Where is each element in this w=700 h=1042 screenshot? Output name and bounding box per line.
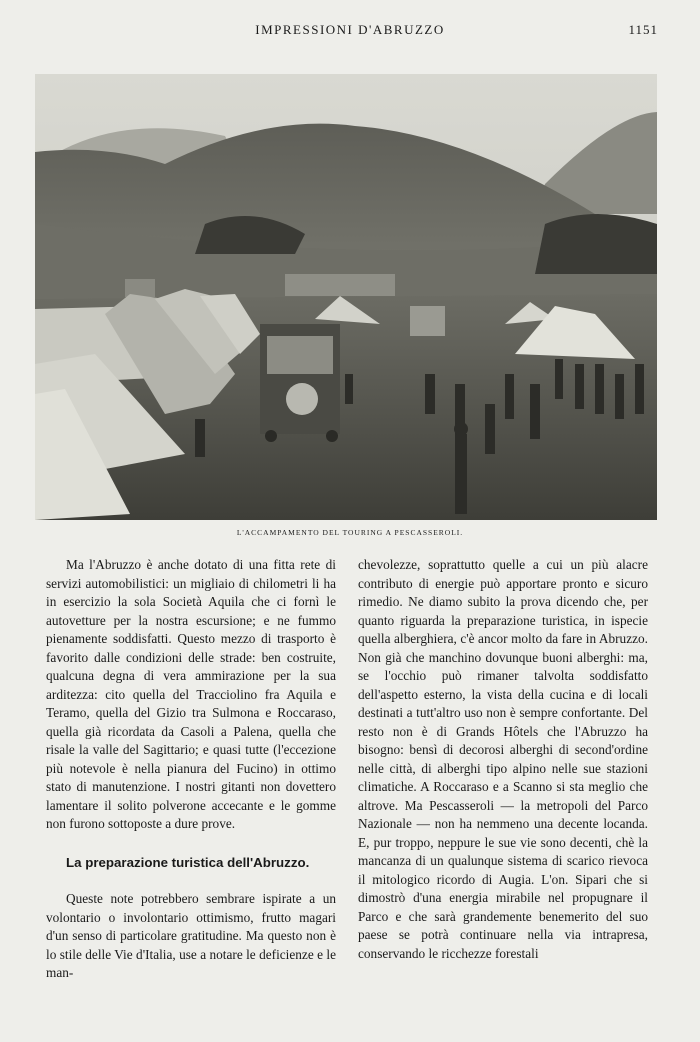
section-heading: La preparazione turistica dell'Abruzzo. [66, 854, 310, 870]
paragraph: chevolezze, soprattutto quelle a cui un più alacre contributo di energie può apportare pronto e sicuro rimedio. Ne diamo subito la prova dicendo che, per quanto riguarda la preparazione turistica, in ispecie quella alberghiera, c'è ancor molto da fare in Abruzzo. Non già che manchino dovunque buoni alberghi: ma, se l'occhio può rimaner talvolta soddisfatto dell'aspetto esterno, la vista della cucina e di locali destinati a tutt'altro uso non è sempre confortante. Del resto non è di Grands Hôtels che l'Abruzzo ha bisogno: bensì di decorosi alberghi di second'ordine nelle città, di alberghi tipo alpino nelle sue stazioni climatiche. A Roccaraso e a Scanno si sta meglio che altrove. Ma Pescasseroli — la metropoli del Parco Nazionale — non ha nemmeno una decente locanda. E, pur troppo, neppure le sue vie sono decenti, chè la mancanza di un qualunque sistema di scarico rievoca il mitologico ricordo di Augia. L'on. Sipari che si dimostrò d'una energia mirabile nel propugnare il Parco e che sarà grandemente benemerito del suo paese se potrà continuare nella via intrapresa, conservando le ricchezze forestali [358, 557, 648, 961]
figure-caption: L'ACCAMPAMENTO DEL TOURING A PESCASSEROLI. [236, 528, 464, 537]
camp-photograph [35, 74, 657, 520]
running-title: IMPRESSIONI D'ABRUZZO [255, 22, 445, 37]
right-column [358, 556, 648, 963]
paragraph: Ma l'Abruzzo è anche dotato di una fitta rete di servizi automobilistici: un migliaio di chilometri li ha in esercizio la sola Società Aquila che ci fornì le autovetture per la nostra escursione; e ne fummo pienamente soddisfatti. Questo mezzo di trasporto è favorito dalle condizioni delle strade: ben costruite, qualcuna degna di vera ammirazione per la sua arditezza: cito quella del Tracciolino fra Aquila e Teramo, quella del Gizio tra Sulmona e Roccaraso, quella già ricordata da Casoli a Palena, quella che risale la valle del Sagittario; e quasi tutte (l'eccezione più notevole è nella pianura del Fucino) in ottimo stato di manutenzione. I nostri gitanti non dovettero lamentare il solito polverone accecante e le gomme non furono sottoposte a dure prove. [46, 557, 336, 831]
paragraph: Queste note potrebbero sembrare ispirate a un volontario o involontario ottimismo, frutto magari d'un senso di particolare gratitudine. Ma questo non è lo stile delle Vie d'Italia, use a notare le deficienze e le man- [46, 891, 336, 980]
running-head [0, 20, 700, 40]
left-column [46, 556, 336, 983]
page-number: 1151 [628, 22, 658, 37]
